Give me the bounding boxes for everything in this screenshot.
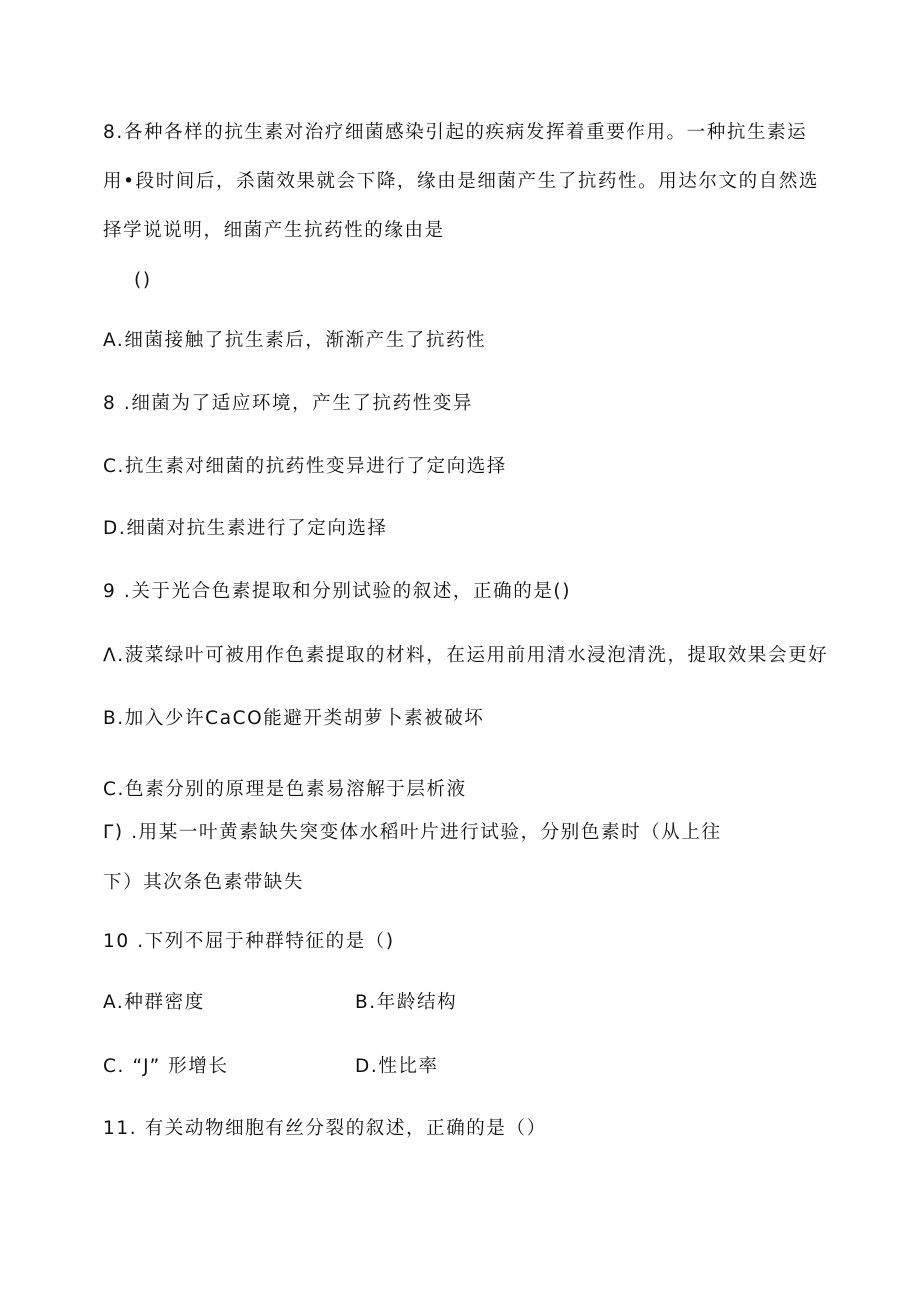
- question-9-option-a: Λ.菠菜绿叶可被用作色素提取的材料，在运用前用清水浸泡清洗，提取效果会更好: [103, 645, 829, 666]
- question-10-option-c: C. “J” 形增长: [103, 1056, 229, 1077]
- question-11-stem: 11. 有关动物细胞有丝分裂的叙述，正确的是（）: [103, 1118, 547, 1139]
- question-8-option-b: 8 .细菌为了适应环境，产生了抗药性变异: [103, 393, 474, 414]
- question-10-stem: 10 .下列不屈于种群特征的是（): [103, 931, 395, 952]
- question-8-answer-blank: (): [134, 270, 152, 291]
- question-10-option-b: B.年龄结构: [355, 992, 458, 1013]
- question-8-option-c: C.抗生素对细菌的抗药性变异进行了定向选择: [103, 456, 507, 477]
- question-9-stem: 9 .关于光合色素提取和分别试验的叙述，正确的是(): [103, 581, 572, 602]
- question-8-stem-line-1: 8.各种各样的抗生素对治疗细菌感染引起的疾病发挥着重要作用。一种抗生素运: [103, 122, 808, 143]
- question-9-option-c: C.色素分别的原理是色素易溶解于层析液: [103, 779, 467, 800]
- question-9-option-d-line-1: Γ) .用某一叶黄素缺失突变体水稻叶片进行试验，分别色素时（从上往: [103, 822, 722, 843]
- question-9-option-b: B.加入少许CaCO能避开类胡萝卜素被破坏: [103, 708, 485, 729]
- question-9-option-d-line-2: 下）其次条色素带缺失: [103, 872, 305, 893]
- question-8-stem-line-3: 择学说说明，细菌产生抗药性的缘由是: [103, 220, 445, 241]
- question-10-option-a: A.种群密度: [103, 992, 205, 1013]
- question-8-stem-line-2: 用•段时间后，杀菌效果就会下降，缘由是细菌产生了抗药性。用达尔文的自然选: [103, 171, 820, 192]
- question-10-option-d: D.性比率: [355, 1056, 439, 1077]
- question-8-option-a: A.细菌接触了抗生素后，渐渐产生了抗药性: [103, 330, 487, 351]
- question-8-option-d: D.细菌对抗生素进行了定向选择: [103, 518, 388, 539]
